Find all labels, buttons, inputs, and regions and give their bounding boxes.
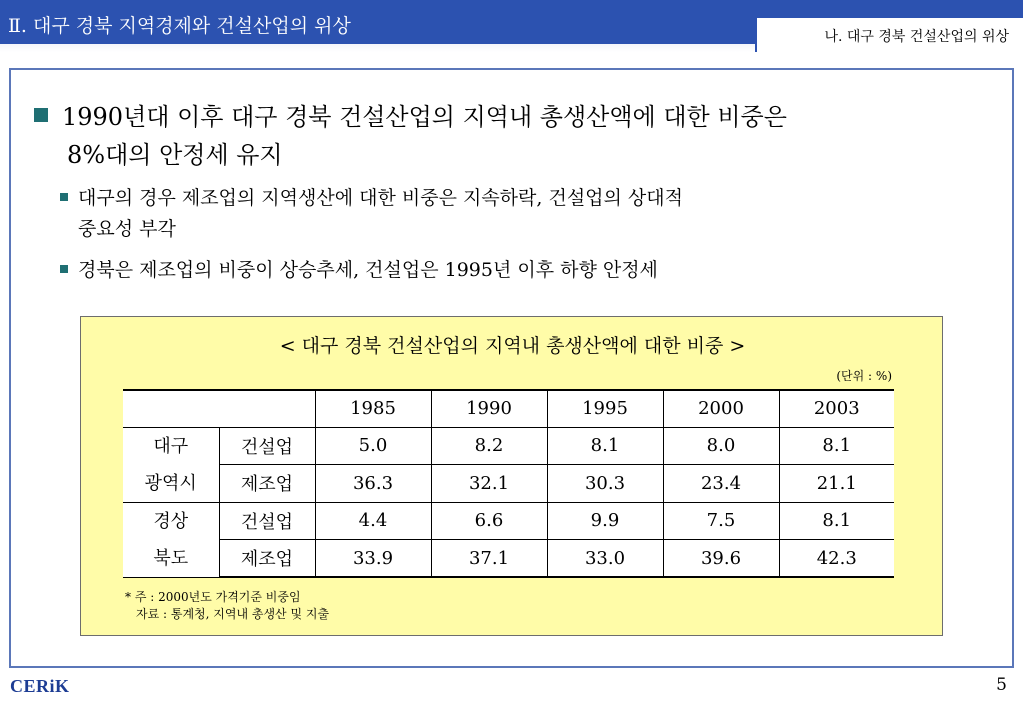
year-header: 2003: [779, 390, 894, 427]
subsection-title: 나. 대구 경북 건설산업의 위상: [824, 29, 1009, 45]
value-cell: 9.9: [547, 502, 663, 540]
cerik-logo: CERiK: [10, 676, 70, 696]
note-line-1: * 주 : 2000년도 가격기준 비중임: [125, 590, 301, 604]
table-row: [123, 540, 894, 578]
year-header: 2000: [663, 390, 779, 427]
region-cell-daegu: [123, 427, 219, 502]
region-name-line1: 경상: [153, 510, 189, 532]
region-name-line1: 대구: [153, 435, 189, 457]
value-cell: 36.3: [315, 465, 431, 503]
table-title: < 대구 경북 건설산업의 지역내 총생산액에 대한 비중 >: [279, 335, 746, 357]
main-bullet: [34, 98, 994, 174]
main-bullet-line1: 1990년대 이후 대구 경북 건설산업의 지역내 총생산액에 대한 비중은: [62, 103, 787, 131]
value-cell: 6.6: [431, 502, 547, 540]
table-panel: [80, 316, 943, 636]
sub-bullet-2: [60, 255, 960, 286]
value-cell: 8.1: [779, 427, 894, 465]
year-header: 1995: [547, 390, 663, 427]
industry-label: 제조업: [219, 465, 315, 503]
table-header-row: [123, 390, 894, 427]
industry-label: 제조업: [219, 540, 315, 578]
small-square-bullet-icon: [60, 193, 68, 201]
data-table: [123, 389, 894, 578]
table-row: [123, 502, 894, 540]
value-cell: 23.4: [663, 465, 779, 503]
value-cell: 8.0: [663, 427, 779, 465]
small-square-bullet-icon: [60, 265, 68, 273]
value-cell: 7.5: [663, 502, 779, 540]
value-cell: 4.4: [315, 502, 431, 540]
table-row: [123, 465, 894, 503]
unit-label: (단위 : %): [836, 369, 892, 383]
value-cell: 42.3: [779, 540, 894, 578]
region-cell-gyeongbuk: [123, 502, 219, 577]
value-cell: 30.3: [547, 465, 663, 503]
main-bullet-line2: 8%대의 안정세 유지: [67, 141, 283, 169]
region-name-line2: 광역시: [144, 472, 197, 494]
industry-label: 건설업: [219, 502, 315, 540]
value-cell: 21.1: [779, 465, 894, 503]
sub-bullet-1-line2: 중요성 부각: [78, 218, 176, 240]
empty-header-cell: [123, 390, 315, 427]
year-header: 1985: [315, 390, 431, 427]
section-title: Ⅱ. 대구 경북 지역경제와 건설산업의 위상: [8, 15, 351, 37]
value-cell: 39.6: [663, 540, 779, 578]
value-cell: 8.1: [547, 427, 663, 465]
value-cell: 37.1: [431, 540, 547, 578]
region-name-line2: 북도: [153, 547, 189, 569]
value-cell: 32.1: [431, 465, 547, 503]
value-cell: 8.1: [779, 502, 894, 540]
value-cell: 8.2: [431, 427, 547, 465]
sub-bullet-2-text: 경북은 제조업의 비중이 상승추세, 건설업은 1995년 이후 하향 안정세: [78, 259, 658, 281]
sub-bullet-1: [60, 183, 960, 245]
sub-bullet-1-line1: 대구의 경우 제조업의 지역생산에 대한 비중은 지속하락, 건설업의 상대적: [78, 187, 683, 209]
note-line-2: 자료 : 통계청, 지역내 총생산 및 지출: [136, 607, 330, 621]
header-bar: [0, 0, 1023, 52]
page-number: 5: [996, 675, 1007, 695]
table-row: [123, 427, 894, 465]
value-cell: 5.0: [315, 427, 431, 465]
table-notes: [125, 589, 329, 623]
square-bullet-icon: [34, 108, 48, 122]
year-header: 1990: [431, 390, 547, 427]
value-cell: 33.0: [547, 540, 663, 578]
value-cell: 33.9: [315, 540, 431, 578]
industry-label: 건설업: [219, 427, 315, 465]
